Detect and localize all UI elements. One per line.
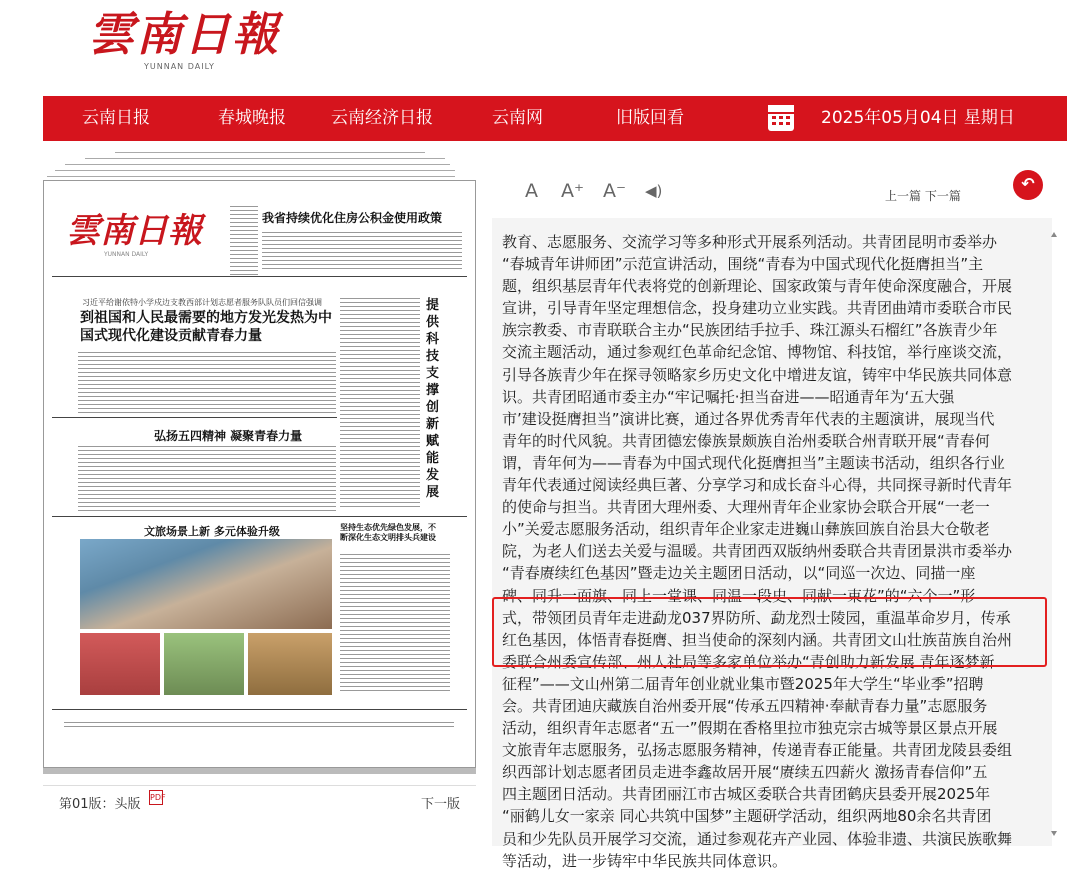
article-line: 碑、同升一面旗、同上一堂课、同温一段史、同献一束花”的“六个一”形 — [502, 586, 976, 605]
article-line: 宣讲，引导青年坚定理想信念，投身建功立业实践。共青团曲靖市委联合市民 — [502, 299, 1013, 318]
article-line: 交流主题活动，通过参观红色革命纪念馆、博物馆、科技馆，举行座谈交流， — [502, 343, 1013, 362]
speaker-icon[interactable]: ◀︎) — [645, 182, 663, 200]
nav-item-yunnan-daily[interactable]: 云南日报 — [82, 108, 150, 128]
article-line: 市’建设挺膺担当”演讲比赛，通过各界优秀青年代表的主题演讲，展现当代 — [502, 409, 995, 428]
paper-photo-crowd — [80, 539, 332, 629]
article-line: 青年代表通过阅读经典巨著、分享学习和成长奋斗心得，共同探寻新时代青年 — [502, 476, 1013, 495]
article-line: 式，带领团员青年走进勐龙037界防所、勐龙烈士陵园，重温革命岁月，传承 — [502, 608, 1011, 627]
paper-subheadline: 习近平给谢依特小学戍边支教西部计划志愿者服务队队员们回信强调 — [82, 298, 322, 307]
article-line: 文旅青年志愿服务，弘扬志愿服务精神，传递青春正能量。共青团龙陵县委组 — [502, 741, 1013, 760]
paper-masthead: 雲南日報 — [66, 211, 202, 251]
article-line: 院，为老人们送去关爱与温暖。共青团西双版纳州委联合共青团景洪市委举办 — [502, 542, 1013, 561]
article-line: 征程”——文山州第二届青年创业就业集市暨2025年大学生“毕业季”招聘 — [502, 674, 984, 693]
paper-photo-1 — [80, 633, 160, 695]
article-text — [502, 231, 1037, 872]
article-line: 青年的时代风貌。共青团德宏傣族景颇族自治州委联合州青联开展“青春何 — [502, 431, 990, 450]
font-increase-button[interactable]: A⁺ — [561, 180, 585, 202]
paper-photo-3 — [248, 633, 332, 695]
page-stack-decoration — [55, 150, 455, 180]
prev-next-article[interactable]: 上一篇 下一篇 — [885, 189, 961, 203]
scroll-down-icon[interactable] — [1051, 831, 1057, 836]
paper-photo-headline[interactable]: 文旅场景上新 多元体验升级 — [144, 525, 280, 538]
font-reset-button[interactable]: A — [525, 180, 538, 202]
paper-side-headline[interactable]: 坚持生态优先绿色发展，不断深化生态文明排头兵建设 — [340, 523, 436, 542]
site-logo[interactable] — [88, 6, 288, 76]
paper-shadow — [43, 768, 476, 774]
paper-photo-2 — [164, 633, 244, 695]
article-line: “春城青年讲师团”示范宣讲活动，围绕“青春为中国式现代化挺膺担当”主 — [502, 255, 984, 274]
next-page-link[interactable]: 下一版 — [420, 797, 460, 812]
article-line: 族宗教委、市青联联合主办“民族团结手拉手、珠江源头石榴红”各族青少年 — [502, 321, 998, 340]
paper-section-headline[interactable]: 弘扬五四精神 凝聚青春力量 — [154, 429, 303, 443]
article-line: 员和少先队员开展学习交流，通过参观花卉产业园、体验非遗、共演民族歌舞 — [502, 829, 1013, 848]
logo-text: 雲南日報 — [88, 7, 280, 61]
article-line: 题，组织基层青年代表将党的创新理论、国家政策与青年使命深度融合，开展 — [502, 277, 1013, 296]
paper-vertical-headline[interactable]: 提供科技支撑创新赋能发展 — [426, 298, 440, 500]
page-bottom-bar — [43, 785, 476, 813]
top-nav — [43, 96, 1067, 141]
article-line: 的使命与担当。共青团大理州委、大理州青年企业家协会联合开展“一老一 — [502, 498, 990, 517]
article-line: “丽鹤儿女一家亲 同心共筑中国梦”主题研学活动，组织两地80余名共青团 — [502, 807, 992, 826]
article-clipped-line — [500, 204, 1030, 224]
scroll-up-icon[interactable] — [1051, 232, 1057, 237]
nav-item-chuncheng[interactable]: 春城晚报 — [218, 108, 286, 128]
logo-english: YUNNAN DAILY — [144, 62, 215, 71]
article-line: 识。共青团昭通市委主办“牢记嘱托·担当奋进——昭通青年为‘五大强 — [502, 387, 955, 406]
article-line: 委联合州委宣传部、州人社局等多家单位举办“青创助力新发展 青年逐梦新 — [502, 652, 995, 671]
article-scrollbar[interactable] — [1049, 228, 1061, 840]
article-line: 谓，青年何为——青春为中国式现代化挺膺担当”主题读书活动，组织各行业 — [502, 453, 1005, 472]
article-line: 红色基因，体悟青春挺膺、担当使命的深刻内涵。共青团文山壮族苗族自治州 — [502, 630, 1013, 649]
paper-masthead-sub: YUNNAN DAILY — [104, 251, 149, 258]
article-line: 小”关爱志愿服务活动，组织青年企业家走进巍山彝族回族自治县大仓敬老 — [502, 520, 990, 539]
back-icon[interactable]: ↶ — [1013, 170, 1043, 200]
article-line: “青春赓续红色基因”暨走边关主题团日活动，以“同巡一次边、同描一座 — [502, 564, 976, 583]
page-label: 第01版：头版 — [59, 797, 141, 812]
article-line: 会。共青团迪庆藏族自治州委开展“传承五四精神·奉献青春力量”志愿服务 — [502, 696, 988, 715]
calendar-icon[interactable] — [768, 105, 794, 131]
article-line: 织西部计划志愿者团员走进李鑫故居开展“赓续五四薪火 激扬青春信仰”五 — [502, 763, 988, 782]
nav-item-yunnan-net[interactable]: 云南网 — [492, 108, 543, 128]
article-content — [492, 218, 1052, 870]
highlight-box — [492, 597, 1047, 667]
article-line: 教育、志愿服务、交流学习等多种形式开展系列活动。共青团昆明市委举办 — [502, 233, 998, 251]
paper-headline-top[interactable]: 我省持续优化住房公积金使用政策 — [262, 211, 443, 225]
paper-main-headline[interactable]: 到祖国和人民最需要的地方发光发热为中国式现代化建设贡献青春力量 — [80, 310, 332, 344]
font-decrease-button[interactable]: A⁻ — [603, 180, 627, 202]
current-date: 2025年05月04日 星期日 — [821, 108, 1015, 128]
newspaper-page-thumbnail[interactable] — [43, 180, 476, 768]
article-line: 等活动，进一步铸牢中华民族共同体意识。 — [502, 851, 788, 870]
article-line: 引导各族青少年在探寻领略家乡历史文化中增进友谊，铸牢中华民族共同体意 — [502, 365, 1013, 384]
pdf-icon[interactable]: PDF — [149, 790, 163, 805]
article-line: 四主题团日活动。共青团丽江市古城区委联合共青团鹤庆县委开展2025年 — [502, 785, 991, 804]
article-line: 活动，组织青年志愿者“五一”假期在香格里拉市独克宗古城等景区景点开展 — [502, 719, 998, 738]
nav-item-old-version[interactable]: 旧版回看 — [616, 108, 684, 128]
nav-item-economic[interactable]: 云南经济日报 — [331, 108, 433, 128]
